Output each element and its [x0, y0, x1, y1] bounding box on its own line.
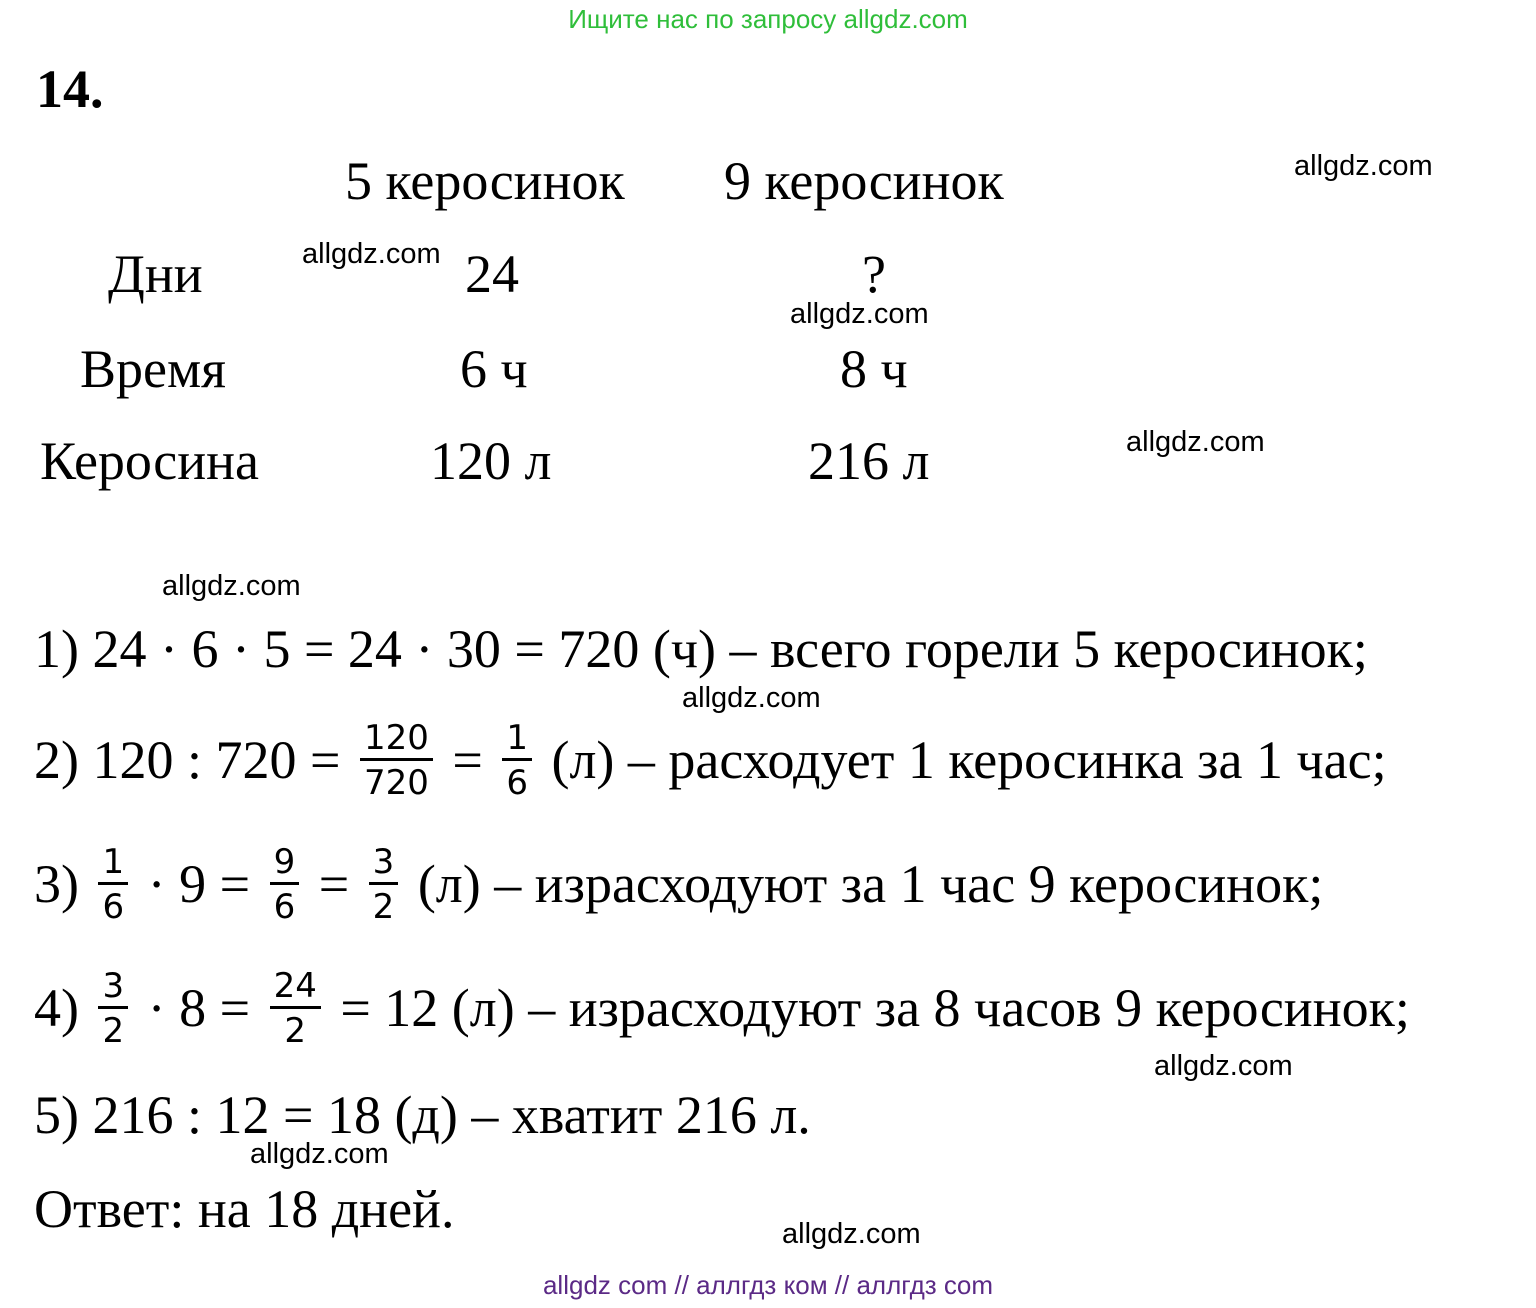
- fraction-120-720: [360, 717, 433, 803]
- fraction-numerator: 1: [506, 717, 528, 758]
- row-label-kerosene: Керосина: [40, 431, 260, 491]
- top-banner: Ищите нас по запросу allgdz.com: [568, 4, 968, 34]
- step-3-equals: =: [305, 854, 363, 914]
- row-label-time: Время: [80, 339, 226, 399]
- watermark: allgdz.com: [782, 1218, 921, 1250]
- step-3-mid: · 9 =: [134, 854, 264, 914]
- answer: [34, 1178, 454, 1240]
- step-4-prefix: 4): [34, 978, 93, 1038]
- watermark: allgdz.com: [1126, 426, 1265, 458]
- cell-time-9: 8 ч: [840, 339, 908, 399]
- watermark: allgdz.com: [1294, 150, 1433, 182]
- step-2-equals: =: [438, 730, 497, 790]
- solution-step-5: [34, 1084, 811, 1146]
- col-header-5: 5 керосинок: [345, 151, 625, 211]
- solution-step-4: [34, 956, 1410, 1060]
- fraction-denominator: 6: [102, 886, 125, 927]
- fraction-3-2: [369, 841, 399, 927]
- cell-days-5: 24: [465, 244, 519, 304]
- step-2-suffix: (л) – расходует 1 керосинка за 1 час;: [537, 730, 1387, 790]
- fraction-numerator: 3: [102, 965, 125, 1006]
- cell-time-5: 6 ч: [460, 339, 528, 399]
- fraction-numerator: 9: [273, 841, 296, 882]
- step-2-prefix: 2) 120 : 720 =: [34, 730, 354, 790]
- fraction-9-6: [270, 841, 300, 927]
- problem-number: 14.: [36, 59, 104, 119]
- watermark: allgdz.com: [250, 1138, 389, 1170]
- solution-step-3: [34, 832, 1323, 936]
- fraction-numerator: 24: [273, 965, 317, 1006]
- watermark: allgdz.com: [790, 298, 929, 330]
- cell-kerosene-9: 216 л: [808, 431, 930, 491]
- step-4-mid: · 8 =: [134, 978, 264, 1038]
- fraction-3-2: [98, 965, 128, 1051]
- step-4-suffix: = 12 (л) – израсходуют за 8 часов 9 керосинок;: [326, 978, 1410, 1038]
- fraction-numerator: 1: [102, 841, 125, 882]
- fraction-1-6: [502, 717, 532, 803]
- cell-kerosene-5: 120 л: [430, 431, 552, 491]
- fraction-numerator: 3: [372, 841, 395, 882]
- watermark: allgdz.com: [682, 682, 821, 714]
- answer-text: Ответ: на 18 дней.: [34, 1179, 455, 1239]
- fraction-24-2: [270, 965, 321, 1051]
- col-header-9: 9 керосинок: [724, 151, 1004, 211]
- step-1-text: 1) 24 · 6 · 5 = 24 · 30 = 720 (ч) – всего горели 5 керосинок;: [34, 619, 1368, 679]
- fraction-numerator: 120: [363, 717, 429, 758]
- watermark: allgdz.com: [302, 238, 441, 270]
- solution-step-1: [34, 618, 1368, 680]
- step-3-prefix: 3): [34, 854, 93, 914]
- fraction-denominator: 6: [506, 762, 528, 803]
- fraction-1-6: [98, 841, 128, 927]
- row-label-days: Дни: [108, 244, 203, 304]
- step-3-suffix: (л) – израсходуют за 1 час 9 керосинок;: [404, 854, 1324, 914]
- fraction-denominator: 6: [273, 886, 296, 927]
- fraction-denominator: 2: [372, 886, 395, 927]
- fraction-denominator: 720: [363, 762, 429, 803]
- cell-days-9: ?: [862, 244, 886, 304]
- watermark: allgdz.com: [1154, 1050, 1293, 1082]
- step-5-text: 5) 216 : 12 = 18 (д) – хватит 216 л.: [34, 1085, 811, 1145]
- solution-step-2: [34, 708, 1387, 812]
- watermark: allgdz.com: [162, 570, 301, 602]
- fraction-denominator: 2: [284, 1010, 307, 1051]
- bottom-banner: allgdz com // аллгдз ком // аллгдз com: [542, 1270, 994, 1300]
- fraction-denominator: 2: [102, 1010, 125, 1051]
